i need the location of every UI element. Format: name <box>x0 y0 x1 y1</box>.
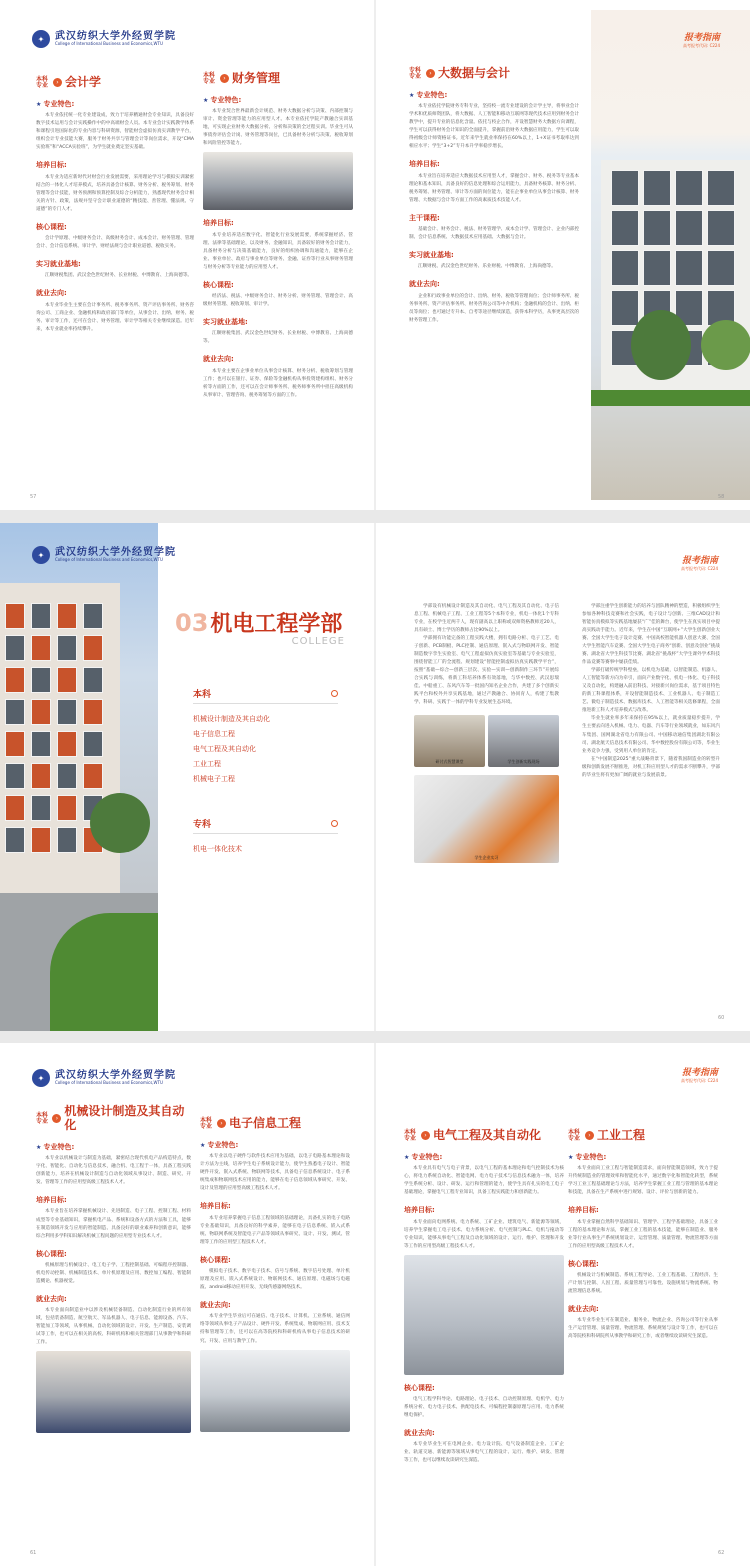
major-industrial-engineering <box>568 1129 718 1341</box>
page-number-right: 60 <box>718 1015 725 1021</box>
section-heading: 培养目标: <box>36 1196 67 1205</box>
section-heading: ★ 专业特色: <box>36 98 194 111</box>
page-number-right: 58 <box>718 494 725 500</box>
section-text: 本专业学生毕业后可在通信、电子技术、计算机、工业系统、通信网络等领域从事电子产品设计、硬件开发、系统集成、物联网应用、技术支持和管理等工作，还可以在高等院校和科研机构从事电子信息技术的研究、开发、应用与教学工作。 <box>200 1314 350 1344</box>
page-number-left: 61 <box>30 1550 37 1556</box>
section-text: 机械设计与机械制造、系统工程导论、工业工程基础、工程经济、生产计划与控制、人因工程、质量管理与可靠性、设施规划与物流系统、物流管理信息系统。 <box>568 1273 718 1295</box>
section-text: 本专业毕业生可在电网企业、电力设计院、电气设备制造企业、工矿企业、轨道交通、新能源等领域从事电气工程的设计、运行、维护、研发、管理等工作，也可以继续攻读研究生深造。 <box>404 1442 564 1464</box>
major-heading <box>36 1105 191 1133</box>
junior-majors <box>193 817 338 857</box>
section-text: 模拟电子技术、数字电子技术、信号与系统、数字信号处理、单片机原理及应用、嵌入式系统设计、物联网技术、通信原理、电磁场与电磁波、android移动应用开发、无线传感器网络技术。 <box>200 1269 350 1291</box>
guide-badge-code: 高考报考代码: C224 <box>682 43 720 48</box>
major-level-tag: 本科专业 <box>404 1128 417 1142</box>
section-heading: 实习就业基地: <box>409 251 454 260</box>
school-name-cn: 武汉纺织大学外经贸学院 <box>55 547 176 559</box>
intro-paragraph: 学部设有机械设计制造及其自动化、电气工程及其自动化、电子信息工程、机械电子工程、工业工程等5个本科专业，机电一体化1个专科专业，在校学生近两千人，现有副高以上职称或双师资格教师近20人，具有硕士、博士学历的教师占比90%以上。 <box>414 604 559 634</box>
guide-badge <box>681 1065 718 1084</box>
major-electronic-information <box>200 1117 350 1436</box>
school-logo <box>32 546 176 564</box>
section-text: 本专业依托统一化专业建设成，致力于培养精通财会专业知识，具备良好数字技术运用与会计实践操作中的中高端财会人员。本专业会计实践教学体系和课程引进国际化的专业内容与科研资源，智能财会虚拟仿真实训教学平台，组织会计专业技能大赛，服务于财务共享与管理会计等岗位需求，开设“CMA实验班”和“ACCA实验班”，为学生就业奠定坚实基础。 <box>36 113 194 151</box>
major-heading <box>404 1129 564 1143</box>
spread-accounting <box>0 0 750 510</box>
section-text: 本专业面向电网系统、电力系统、工矿企业、建筑电气、新能源等领域，培养学生掌握电工电子技术、电力系统分析、电气控制与PLC、电机与拖动等专业知识，能够从事电气工程及自动化领域的设计、运行、维护、管理和开发等工作的应用型高级工程技术人才。 <box>404 1219 564 1249</box>
guide-badge-title: 报考指南 <box>681 1068 718 1078</box>
guide-badge-code: 高考报考代码: C224 <box>680 566 718 571</box>
major-name: 电子信息工程 <box>229 1116 302 1130</box>
arrow-right-icon: › <box>52 1114 61 1123</box>
guide-badge <box>683 30 720 49</box>
major-level-tag: 本科专业 <box>203 71 216 85</box>
electrical-lab-photo <box>404 1255 564 1375</box>
junior-major-item: 机电一体化技术 <box>193 845 242 853</box>
section-text: 本专业契合世界最新会计规范、财务大数据分析与决策、内部控制与审计、资金管理等能力的应用型人才。本专业依托学院产教融合实训基地，可实现企业财务大数据分析、分析和决策的全过程实训。毕业生可从事债券评估会计岗、财务管理等岗位，已具备财务分析与决策、税收筹划和风险管控等能力。 <box>203 109 353 147</box>
section-heading: 就业去向: <box>203 355 234 364</box>
section-heading: 培养目标: <box>568 1206 599 1215</box>
school-logo <box>32 1069 176 1087</box>
section-heading: 核心课程: <box>203 280 234 289</box>
arrow-right-icon: › <box>53 78 62 87</box>
section-heading: 就业去向: <box>36 1294 67 1303</box>
intro-paragraph: 学部打破传统学科壁垒，以机电为基础，以智能制造、机器人、人工智能等新方向为牵引，面向产业数字化、机电一体化、电子科技又及自动化，构建融入前沿科技、对接新兴岗位需求，基于项目特色的新工科课程体系，开设智能制造技术、工业机器人、电子制造工艺、微电子制造技术、数据库技术、人工智能等相关选修课程，全面推进新工科人才培养模式与改革。 <box>582 668 720 714</box>
college-name: 机电工程学部 <box>210 612 343 637</box>
arrow-right-icon: › <box>421 1131 430 1140</box>
lab-photo <box>200 1350 350 1432</box>
undergrad-major-item: 机械电子工程 <box>193 775 235 784</box>
section-heading: ★ 专业特色: <box>36 1141 191 1154</box>
circle-dot-icon <box>331 690 338 697</box>
section-text: 本专业毕业生可在制造业、服务业、物流企业、咨询公司等行业从事生产运营管理、质量管理、物流管理、系统规划与设计等工作，也可以在高等院校和科研院所从事教学和研究工作，或者继续攻读研究生深造。 <box>568 1318 718 1340</box>
section-text: 本专业面向工业工程与智能制造需求，面向智能制造领域，致力于提升传统制造业的管理效率和智能化水平，通过数字化和智能化转型，系统学习工业工程基础理论与方法，培养学生掌握工业工程与管理的基本理论和技能，具备在生产系统中进行规划、设计、评价与创新的能力。 <box>568 1166 718 1196</box>
section-heading: ★ 专业特色: <box>409 89 579 102</box>
section-text: 本专业为适应新时代对财会行业发展需要，采用理论学习与模拟实训紧密结合的一体化人才培养模式，培养具备会计核算、财务分析、税务筹划、财务管理等会计技能，财务预测和预算控制及综合分析能力，熟悉现代财务会计相关的方针、政策，法规并坚守会计职业道德的“精技能、善管理、懂法规、守道德”的专门人才。 <box>36 174 194 212</box>
school-name-en: College of International Business and Economics,WTU <box>55 1080 163 1086</box>
lab-photo <box>36 1351 191 1433</box>
major-electrical-engineering <box>404 1129 564 1465</box>
section-text: 本专业以机械设计与制造为基础，紧密结合现代机电产品构造特点，数字化、智能化、自动化与信息技术，融合机、电工程于一体，具备工程实践创新能力，培养在机械设计制造与自动化领域从事设计、制造、研究、开发、管理等工作的应用型高级工程技术人才。 <box>36 1156 191 1186</box>
section-text: 企业和行政事业单位的会计、出纳、财务、税收等管理岗位；会计师事务所、税务事务所、资产评估事务所、财务咨询公司等中介机构；金融机构的会计、出纳、柜员等岗位；也可通过专升本、自考等途径继续深造，获得本科学历，从事更高层次的财务管理工作。 <box>409 293 579 323</box>
section-text: 本专业旨在培养掌握机械设计、先进制造、电子工程、控制工程、材料成型等专业基础知识，掌握机电产品、系统和设备方式的方法和工具，能够在制造领域开发与应用的智能制造、具备良好的职业素养和创新意识，能够综合利用多学科知识解决机械工程问题的应用型专业技术人才。 <box>36 1209 191 1239</box>
junior-heading: 专科 <box>193 820 212 830</box>
section-text: 电气工程学科导论、电路理论、电子技术、自动控制原理、电机学、电力系统分析、电力电子技术、供配电技术、可编程控制器原理与应用、电力系统继电保护。 <box>404 1397 564 1419</box>
intro-paragraph: 学部拥有功能完备的工程实践大楼，拥有电路分析、电子工艺、电子创新、PCB制板、PLC控制、通信原理、嵌入式与物联网开发、智能制造数字孪生实验室、电气工程虚拟仿真实验室等基础与专业实验室，围绕智能工厂的全流程、规划建设“智能控制虚拟仿真实践教学平台”，按照“基础—综合—创新三层次、实验—实训—创新制作三环节”开展综合实践与训练，将新工科培养体系有效落地，与华中数控、武汉思瑞佳、中船重工、东风汽车等一批国内知名企业合作，共建了多个创新实践平台和校外共享实践基地，通过产教融合、协同育人，构建了集教学、科研、实践于一体的学科专业发展生态环境。 <box>414 636 559 706</box>
section-text: 本专业以电子硬件与软件技术应用为基础，以电子电路基本理论和设计方法为主线，培养学生电子系统设计能力，使学生熟悉电子设计、智能硬件开发、嵌入式系统、物联网等技术，具备电子信息系统设计、电子系统集成和物联网技术应用的能力，能够在电子信息领域从事研究、开发、设计及管理的应用型高级工程技术人才。 <box>200 1154 350 1192</box>
section-heading: ★ 专业特色: <box>200 1139 350 1152</box>
guide-badge-title: 报考指南 <box>683 33 720 43</box>
section-heading: 就业去向: <box>200 1301 231 1310</box>
section-heading: 主干课程: <box>409 213 440 222</box>
section-heading: 培养目标: <box>200 1202 231 1211</box>
section-heading: 核心课程: <box>568 1259 599 1268</box>
college-intro-left <box>414 603 559 867</box>
major-level-tag: 本科专业 <box>36 75 49 89</box>
photo-caption: 研讨式智慧课堂 <box>435 759 464 765</box>
college-intro-right <box>582 603 720 780</box>
school-emblem-icon: ✦ <box>32 546 50 564</box>
arrow-right-icon: › <box>426 69 435 78</box>
section-heading: 核心课程: <box>36 1249 67 1258</box>
section-text: 本专业具有电气与电子背景，以电气工程的基本理论和电气控制技术为核心，将电力系统自动化、智能电网、电力电子技术与信息技术融为一体，培养学生系统分析、设计、研发、运行和管理的能力，使学生具有扎实的电工电子基础理论，掌握电气工程专业知识，具备工程实践能力和创新能力。 <box>404 1166 564 1196</box>
section-heading: 就业去向: <box>404 1429 435 1438</box>
arrow-right-icon: › <box>220 74 229 83</box>
college-number: 03 <box>175 609 209 637</box>
major-level-tag: 本科专业 <box>568 1128 581 1142</box>
guide-badge-code: 高考报考代码: C224 <box>680 1078 718 1083</box>
enterprise-internship-photo <box>414 775 559 863</box>
major-name: 机械设计制造及其自动化 <box>64 1104 185 1132</box>
computer-lab-photo <box>203 152 353 210</box>
page-number-right: 62 <box>718 1550 725 1556</box>
section-text: 本专业培养掌握电子信息工程领域的基础理论，具备扎实的电子电路专业基础知识，具备良好的科学素养，能够在电子信息系统、嵌入式系统、物联网系统及智能电子产品等领域从事研究、设计、开发、测试、管理等工作的应用型工程技术人才。 <box>200 1215 350 1245</box>
section-text: 本专业面向制造业中以涉及机械装备制造、自动化制造行业的所有领域，包括装备制造、航空航天、军品机器人、电子信息、能源设备、汽车、智能加工等领域，从事机械、自动化领域的设计、开发、生产制造、安装调试等工作，也可以在相关的高校、科研机构和相关管理部门从事教学和科研工作。 <box>36 1308 191 1346</box>
section-text: 本专业毕业生主要在会计事务所、税务事务所、资产评估事务所、财务咨询公司、工商企业、金融机构和政府部门等单位，从事会计、出纳、财务、税务、审计等工作，还可在会计、财务管理、审计学等相关专业继续深造。近年来，本专业就业率持续攀升。 <box>36 302 194 332</box>
section-heading: 实习就业基地: <box>36 260 81 269</box>
section-heading: 就业去向: <box>568 1305 599 1314</box>
intro-paragraph: 学部注重学生创新能力的培养与团队精神的塑造，积极组织学生参加各种科技竞赛和社会实践，电子设计与创新、三维CAD设计和智能仿真模拟等实践基地屡获“广”佳的舞台，使学生在真实项目中提高实践动手能力。近年来，学生在中国“互联网+”大学生创新创业大赛、全国大学生电子设计竞赛、中国高校智能机器人创意大赛、全国大学生智能汽车竞赛、全国大学生电子商务“创新、创意及创业”挑战赛、湖北省大学生科技节比赛、湖北省“挑战杯”大学生课外学术科技作品竞赛等赛事中屡获佳绩。 <box>582 604 720 666</box>
guide-badge <box>681 553 718 572</box>
major-level-tag: 本科专业 <box>36 1111 49 1125</box>
section-text: 会计学原理、中级财务会计、高级财务会计、成本会计、财务管理、管理会计、会计信息系统、审计学、财经法规与会计职业道德、税收实务。 <box>36 236 194 250</box>
section-text: 本专业掌握自然科学基础知识、管理学、工程学基础理论，具备工业工程的基本理论和方法，掌握工业工程的基本技能，能够在制造业、服务业等行业从事生产系统规划设计、运营管理、质量管理、物流管理等方面工作的应用型高级工程技术人才。 <box>568 1219 718 1249</box>
circle-dot-icon <box>331 820 338 827</box>
section-heading: 实习就业基地: <box>203 318 248 327</box>
undergrad-major-item: 电子信息工程 <box>193 730 235 739</box>
section-text: 经济法、税法、中级财务会计、财务分析、财务管理、管理会计、高级财务管理、税收筹划、审计学。 <box>203 294 353 308</box>
section-text: 机械原理与机械设计、电工电子学、工程控制基础、可编程序控制器、机电传动控制、机械制造技术、单片机原理及应用、数控加工编程、智能制造概论、机器视觉。 <box>36 1262 191 1284</box>
undergrad-heading: 本科 <box>193 690 212 700</box>
photo-caption: 学生企业实习 <box>474 855 499 861</box>
intro-paragraph: 在“中国制造2025”重大战略背景下，随着我国制造业的转型升级和创新发展不断推进，对机工科应用型人才的需求不断攀升，学部的毕业生将有更加广阔的就业与发展前景。 <box>582 756 720 778</box>
major-name: 财务管理 <box>232 71 281 85</box>
major-level-tag: 专科专业 <box>409 66 422 80</box>
major-heading <box>36 76 194 90</box>
school-emblem-icon: ✦ <box>32 30 50 48</box>
section-text: 江顺财税集团、武汉金色世纪财务、长业财税、中博教育、上海尚德等。 <box>203 331 353 345</box>
school-name-en: College of International Business and Economics,WTU <box>55 41 163 47</box>
section-heading: ★ 专业特色: <box>568 1151 718 1164</box>
spread-college-intro <box>0 523 750 1031</box>
campus-building-photo <box>591 10 750 500</box>
undergrad-major-item: 工业工程 <box>193 760 221 769</box>
section-text: 本专业培养适应数字化、智能化行业发展需要，系统掌握经济、管理、法律等基础理论，以及财务、金融知识，具备较好的财务会计能力，具备财务分析与决策基础能力，良好的组织协调和沟通能力，能够在企业、事业单位、政府与事业单位等财务、金融、证券等行业从事财务管理与财务分析等专业能力的应用型人才。 <box>203 232 353 270</box>
major-accounting <box>36 76 194 334</box>
undergrad-major-item: 电气工程及其自动化 <box>193 745 256 754</box>
major-level-tag: 本科专业 <box>200 1116 213 1130</box>
section-heading: 就业去向: <box>409 280 440 289</box>
section-heading: 就业去向: <box>36 289 67 298</box>
section-heading: 核心课程: <box>404 1383 435 1392</box>
school-name-cn: 武汉纺织大学外经贸学院 <box>55 1070 176 1082</box>
innovation-practice-photo <box>488 715 559 767</box>
spread-gutter <box>374 0 376 510</box>
major-name: 电气工程及其自动化 <box>433 1128 542 1142</box>
major-heading <box>568 1129 718 1143</box>
photo-caption: 学生创新实践现场 <box>507 759 540 765</box>
section-text: 本专业主要在企事业单位从事会计核算、财务分析、税收筹划与管理工作；也可以在银行、证券、保险等金融机构从事投资建构组织、财务分析等方面的工作，还可以在会计师事务所、税务师事务所中担任高级机构从事审计、管理咨询、税务筹划等方面的工作。 <box>203 368 353 398</box>
section-text: 本专业依托学院财务专科专业，坚持校一流专业建设的会计学主导，将事业会计学术和优质师资团队，将大数据、人工智能和移动互联网等现代技术应用到财务会计教学中，提升专业的信息化含量。依托与校企合作，开设智慧财务大数据方向课程，学生可以获得财务会计知识的全面提升，掌握前沿财务大数据应用能力，学生可以取得初级会计师资格证书。近年来学生就业率保持在60%以上，1+X证书考取率达到相应水平；学生“3+2”专升本升学率稳步增长。 <box>409 104 579 150</box>
major-name: 大数据与会计 <box>438 66 511 80</box>
section-heading: ★ 专业特色: <box>404 1151 564 1164</box>
page-number-left: 57 <box>30 494 37 500</box>
section-heading: 培养目标: <box>409 160 440 169</box>
major-mechanical-design <box>36 1105 191 1437</box>
section-text: 本专业旨在培养适应大数据技术应用型人才，掌握会计、财务、税务等专业基本理论和基本知识，具备良好的信息处理和综合运用能力，具备财务核算、财务分析、税务筹划、财务管理、审计等方面的岗位能力，能在企事业单位从事会计核算、财务管理、大数据与会计等方面工作的高素质技术技能人才。 <box>409 173 579 203</box>
major-big-data-accounting <box>409 67 579 325</box>
major-heading <box>203 72 353 86</box>
school-logo <box>32 30 176 48</box>
section-heading: 培养目标: <box>404 1206 435 1215</box>
section-heading: 核心课程: <box>36 222 67 231</box>
section-text: 基础会计、财务会计、税法、财务管理学、成本会计学、管理会计、企业内部控制、会计信息系统、大数据技术应用基础、大数据与会计。 <box>409 227 579 241</box>
college-building-photo <box>0 523 158 1031</box>
major-name: 工业工程 <box>597 1128 646 1142</box>
school-name-cn: 武汉纺织大学外经贸学院 <box>55 31 176 43</box>
undergrad-majors <box>193 687 338 787</box>
spread-mechanical-majors <box>0 1043 750 1566</box>
major-heading <box>409 67 579 81</box>
classroom-photo <box>414 715 485 767</box>
arrow-right-icon: › <box>585 1131 594 1140</box>
school-emblem-icon: ✦ <box>32 1069 50 1087</box>
undergrad-major-item: 机械设计制造及其自动化 <box>193 715 270 723</box>
section-heading: 培养目标: <box>203 219 234 228</box>
major-financial-management <box>203 72 353 400</box>
section-text: 江顺财税、武汉金色世纪财务、乐业财税、中博教育、上海尚德等。 <box>418 264 556 270</box>
arrow-right-icon: › <box>217 1119 226 1128</box>
section-heading: 核心课程: <box>200 1255 231 1264</box>
section-text: 江顺财税集团、武汉金色世纪财务、长业财税、中博教育、上海尚德等。 <box>45 273 193 279</box>
intro-paragraph: 毕业生就业率多年来保持在95%以上，就业质量稳步提升，学生主要去向进入机械、电力、电器、汽车等行业领域就业，如东风汽车集团、国网湖北省电力有限公司、中国移动通信集团湖北有限公司、湖北航天信息技术有限公司、华中数控股份有限公司等，毕业生业务竞争力强，受到用人单位的肯定。 <box>582 716 720 754</box>
major-name: 会计学 <box>65 75 102 89</box>
guide-badge-title: 报考指南 <box>681 556 718 566</box>
section-heading: ★ 专业特色: <box>203 94 353 107</box>
school-name-en: College of International Business and Economics,WTU <box>55 557 163 563</box>
college-title <box>175 607 345 647</box>
college-english-label: COLLEGE <box>291 636 345 647</box>
section-heading: 培养目标: <box>36 161 67 170</box>
major-heading <box>200 1117 350 1131</box>
